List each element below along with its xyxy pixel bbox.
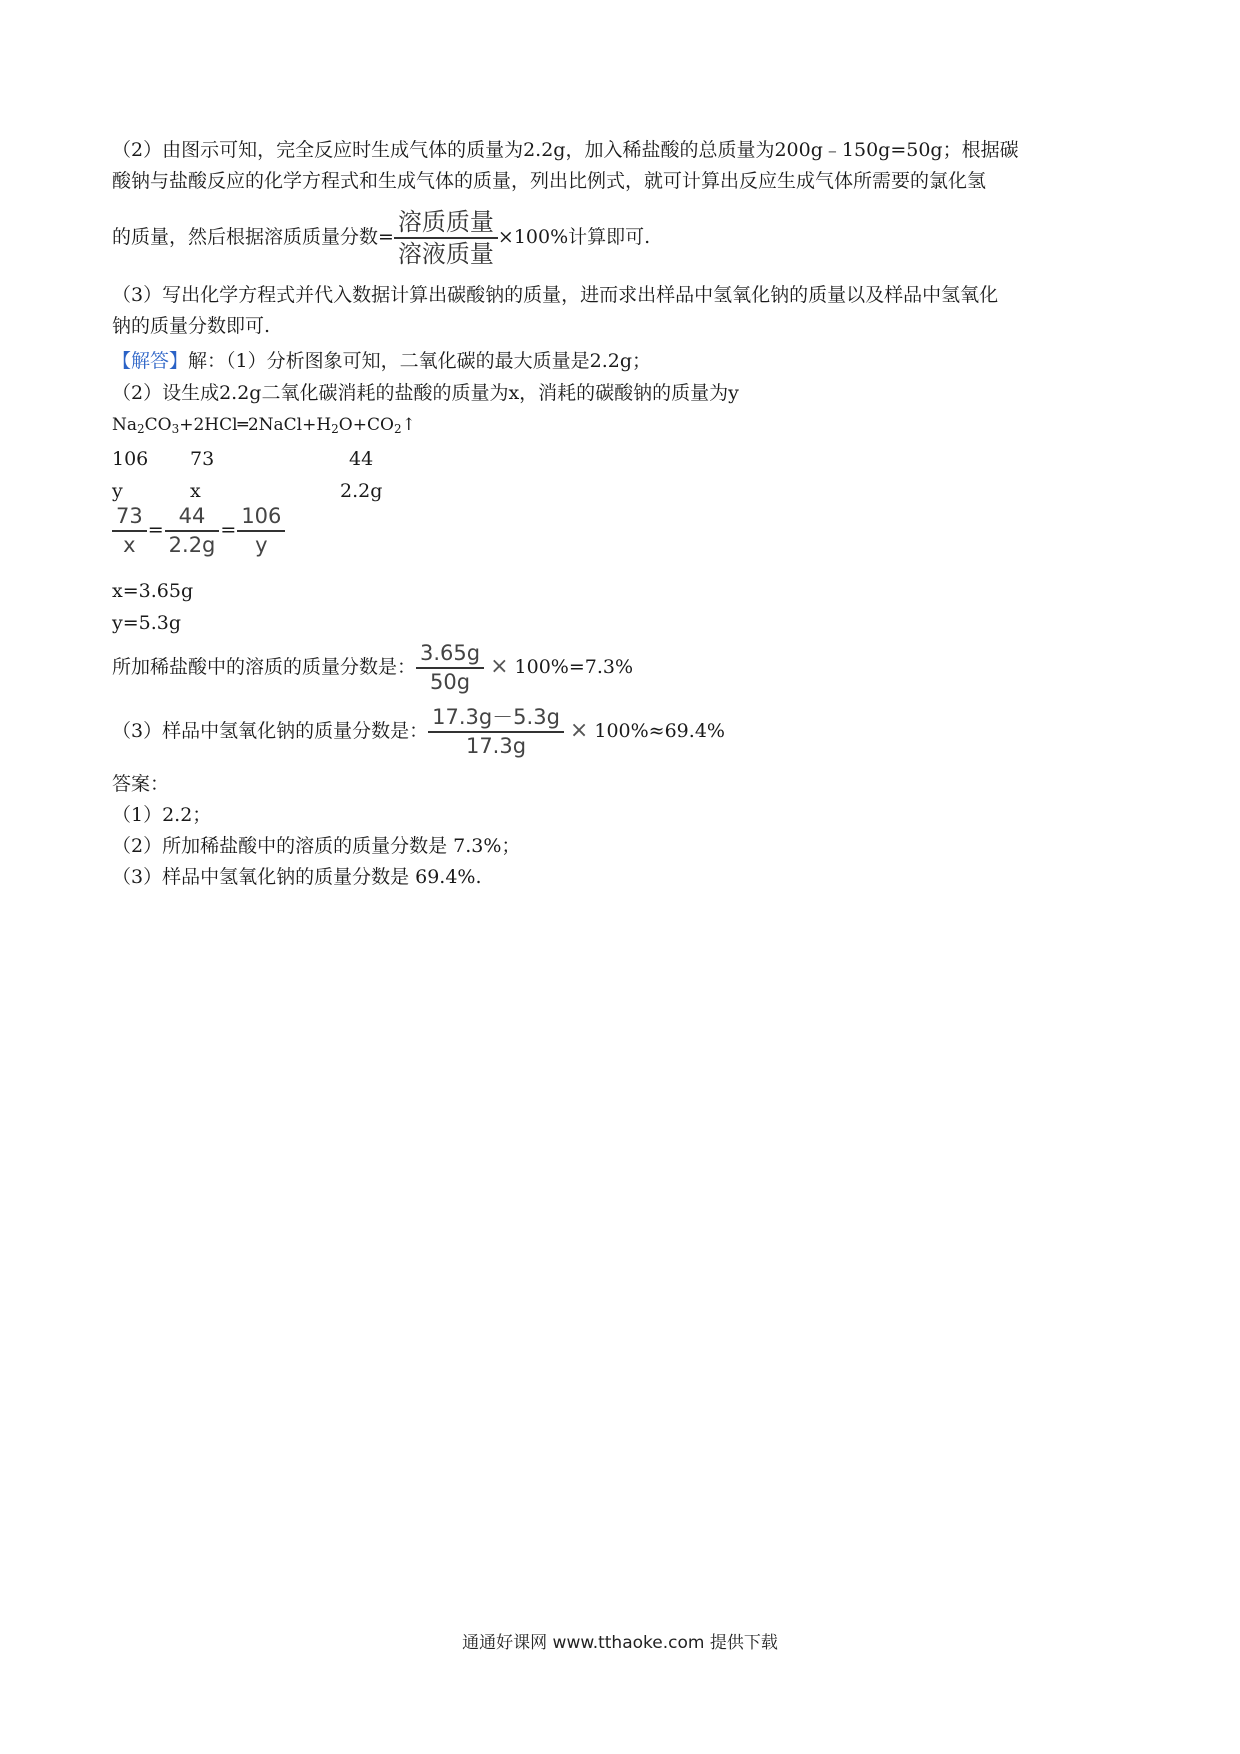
formula-numerator: 溶质质量	[394, 207, 498, 239]
answer-item-1: （1）2.2；	[112, 804, 212, 826]
para3-line1: （3）写出化学方程式并代入数据计算出碳酸钠的质量，进而求出样品中氢氧化钠的质量以及样品中氢氧化	[112, 284, 999, 306]
ratio-fraction-2: $\frac{44}{2.2g}$	[165, 503, 220, 559]
solution-line1-text: 解：（1）分析图象可知，二氧化碳的最大质量是2.2g；	[188, 350, 651, 372]
mass-na2co3: 106	[112, 448, 149, 470]
ratio-fraction-3: $\frac{106}{y}$	[237, 503, 285, 559]
var-x: x	[190, 480, 201, 502]
acid-fraction: $\frac{3.65g}{50g}$	[416, 640, 484, 696]
ratio-equation: $\frac{73}{x}$ = $\frac{44}{2.2g}$ = $\frac{106}{y}$	[112, 503, 285, 559]
chemical-equation: $Na_2CO_3+2HCl═2NaCl+H_2O+CO_2↑$	[112, 415, 416, 436]
x-result: x=3.65g	[112, 580, 194, 602]
para2-line2: 酸钠与盐酸反应的化学方程式和生成气体的质量，列出比例式，就可计算出反应生成气体所需要的氯化氢	[112, 170, 987, 192]
var-y: y	[112, 480, 123, 502]
times-icon: ×	[490, 654, 509, 679]
answer-item-2: （2）所加稀盐酸中的溶质的质量分数是 7.3%；	[112, 835, 521, 857]
para2-line3	[112, 207, 650, 269]
times-icon: ×	[569, 718, 589, 743]
formula-denominator: 溶液质量	[397, 240, 494, 268]
para2-line1: （2）由图示可知，完全反应时生成气体的质量为2.2g，加入稀盐酸的总质量为200g﹣150g=50g；根据碳	[112, 139, 1019, 161]
answer-item-3: （3）样品中氢氧化钠的质量分数是 69.4%.	[112, 866, 482, 888]
footer-credit: 通通好课网 www.tthaoke.com 提供下载	[462, 1633, 778, 1653]
acid-fraction-line: 所加稀盐酸中的溶质的质量分数是： $\frac{3.65g}{50g}$ × 100%=7.3%	[112, 641, 634, 694]
solution-line2: （2）设生成2.2g二氧化碳消耗的盐酸的质量为x，消耗的碳酸钠的质量为y	[112, 382, 739, 404]
para3-line2: 钠的质量分数即可.	[112, 315, 271, 337]
mass-fraction-formula	[394, 207, 498, 269]
y-result: y=5.3g	[112, 612, 182, 634]
naoh-fraction-line: （3）样品中氢氧化钠的质量分数是： $\frac{17.3g-5.3g}{17.3g}$ × 100%≈69.4%	[112, 705, 725, 758]
var-co2: 2.2g	[340, 480, 383, 502]
mass-co2: 44	[349, 448, 374, 470]
ratio-fraction-1: $\frac{73}{x}$	[112, 503, 147, 559]
mass-hcl: 73	[190, 448, 215, 470]
answer-title: 答案：	[112, 773, 170, 795]
para2-line3-suffix: ×100%计算即可.	[497, 226, 651, 248]
solution-line1	[112, 348, 651, 374]
para2-line3-prefix: 的质量，然后根据溶质质量分数=	[112, 226, 394, 248]
gas-arrow-icon: ↑	[401, 415, 416, 435]
solution-tag: 【解答】	[112, 350, 189, 372]
naoh-fraction: $\frac{17.3g-5.3g}{17.3g}$	[428, 704, 564, 760]
